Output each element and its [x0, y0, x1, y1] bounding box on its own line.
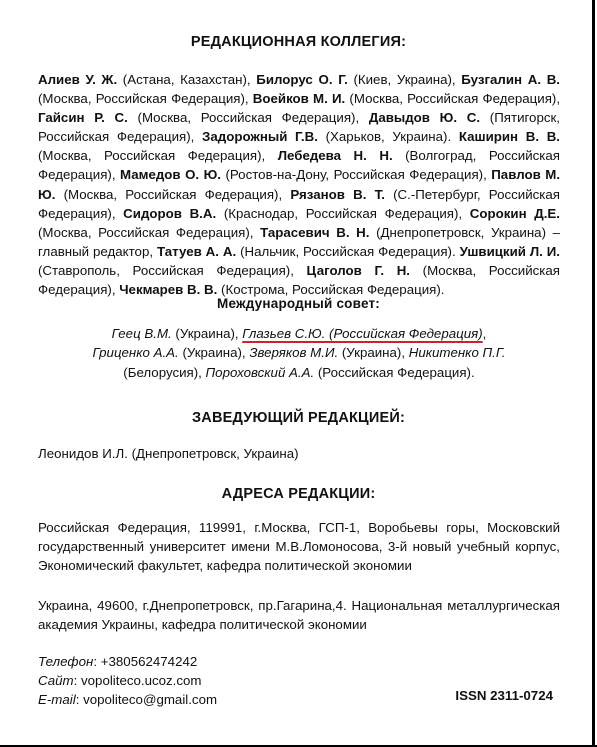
international-council-list	[40, 324, 558, 382]
addresses-heading: АДРЕСА РЕДАКЦИИ:	[221, 486, 376, 502]
board-member-name: Сидоров В.А.	[123, 205, 217, 221]
editorial-board-list	[38, 70, 560, 299]
council-line-3	[40, 363, 558, 382]
council-member-name: Гриценко А.А.	[92, 345, 179, 361]
issn-number: ISSN 2311-0724	[455, 688, 553, 703]
council-line-2	[40, 343, 558, 362]
council-member-place: (Белорусия),	[123, 364, 206, 380]
address-moscow: Российская Федерация, 119991, г.Москва, ГСП-1, Воробьевы горы, Московский государственный университет имени М.В.Ломоносова, 3-й новый учебный корпус, Экономический факультет, кафедра политической экономии	[38, 520, 560, 574]
board-member-name: Сорокин Д.Е.	[469, 205, 560, 221]
site-line[interactable]: Сайт: vopoliteco.ucoz.com	[38, 673, 202, 688]
email-line[interactable]: E-mail: vopoliteco@gmail.com	[38, 692, 218, 707]
board-member-name: Задорожный Г.В.	[202, 129, 318, 145]
highlighted-council-member: Глазьев С.Ю. (Российская Федерация)	[242, 326, 483, 341]
board-member-place: (Днепропетровск, Украина) – главный редактор,	[38, 224, 561, 259]
council-line-1: Геец В.М. (Украина), Глазьев С.Ю. (Российская Федерация),	[111, 326, 487, 341]
board-member-place: (Астана, Казахстан),	[117, 72, 257, 87]
board-member-place: (Нальчик, Российская Федерация).	[236, 243, 460, 259]
board-member-place: (С.-Петербург, Российская Федерация),	[38, 186, 560, 221]
board-member-place: (Ростов-на-Дону, Российская Федерация),	[221, 167, 492, 183]
board-member-name: Бузгалин А. В.	[461, 72, 561, 87]
board-member-name: Воейков М. И.	[252, 91, 346, 107]
address-dnipro: Украина, 49600, г.Днепропетровск, пр.Гагарина,4. Национальная металлургическая академия Украины, кафедра политической экономии	[38, 598, 560, 633]
board-member-name: Рязанов В. Т.	[290, 186, 385, 202]
board-member-name: Мамедов О. Ю.	[120, 167, 221, 183]
head-of-office-heading: ЗАВЕДУЮЩИЙ РЕДАКЦИЕЙ:	[192, 410, 405, 426]
board-member-name: Каширин В. В.	[458, 129, 560, 145]
board-member-place: (Москва, Российская Федерация),	[55, 186, 291, 202]
page-frame-right	[592, 0, 595, 747]
board-member-place: (Москва, Российская Федерация),	[38, 262, 560, 298]
board-member-name: Давыдов Ю. С.	[368, 110, 481, 126]
council-member-place: (Украина),	[338, 345, 409, 361]
board-member-place: (Москва, Российская Федерация),	[38, 148, 278, 164]
council-member-name: Никитенко П.Г.	[408, 345, 506, 361]
board-member-place: (Москва, Российская Федерация),	[345, 91, 561, 107]
board-member-name: Гайсин Р. С.	[38, 110, 128, 126]
council-member-place: (Российская Федерация).	[314, 364, 475, 380]
board-member-name: Алиев У. Ж.	[38, 72, 118, 87]
board-member-place: (Волгоград, Российская Федерация),	[38, 148, 560, 183]
council-member-name: Пороховский А.А.	[205, 364, 315, 380]
phone-line: Телефон: +380562474242	[38, 654, 198, 669]
council-member-name: Зверяков М.И.	[249, 345, 339, 361]
council-member-place: (Украина),	[178, 345, 250, 361]
council-member-place: (Украина),	[171, 326, 243, 341]
board-member-place: (Пятигорск, Российская Федерация),	[38, 110, 561, 145]
board-member-place: (Москва, Российская Федерация),	[38, 91, 253, 107]
editorial-board-heading: РЕДАКЦИОННАЯ КОЛЛЕГИЯ:	[190, 34, 407, 50]
board-member-place: (Харьков, Украина).	[317, 129, 459, 145]
board-member-place: (Москва, Российская Федерация),	[38, 224, 261, 240]
board-member-name: Цаголов Г. Н.	[306, 262, 410, 278]
contacts-block	[38, 652, 217, 709]
council-member-name: Геец В.М.	[111, 326, 172, 341]
board-member-name: Ушвицкий Л. И.	[459, 243, 561, 259]
board-member-name: Тарасевич В. Н.	[260, 224, 370, 240]
board-member-place: (Краснодар, Российская Федерация),	[216, 205, 470, 221]
head-of-office-text: Леонидов И.Л. (Днепропетровск, Украина)	[38, 446, 299, 461]
board-member-name: Татуев А. А.	[156, 243, 237, 259]
board-member-place: (Киев, Украина),	[347, 72, 462, 87]
board-member-place: (Москва, Российская Федерация),	[127, 110, 369, 126]
board-member-name: Лебедева Н. Н.	[277, 148, 393, 164]
board-member-name: Павлов М. Ю.	[38, 167, 561, 202]
board-member-name: Билорус О. Г.	[256, 72, 348, 87]
board-member-name: Чекмарев В. В.	[119, 282, 218, 298]
international-council-heading: Международный совет:	[217, 296, 380, 311]
board-member-place: (Ставрополь, Российская Федерация),	[38, 262, 307, 278]
board-member-place: (Кострома, Российская Федерация).	[217, 282, 445, 298]
